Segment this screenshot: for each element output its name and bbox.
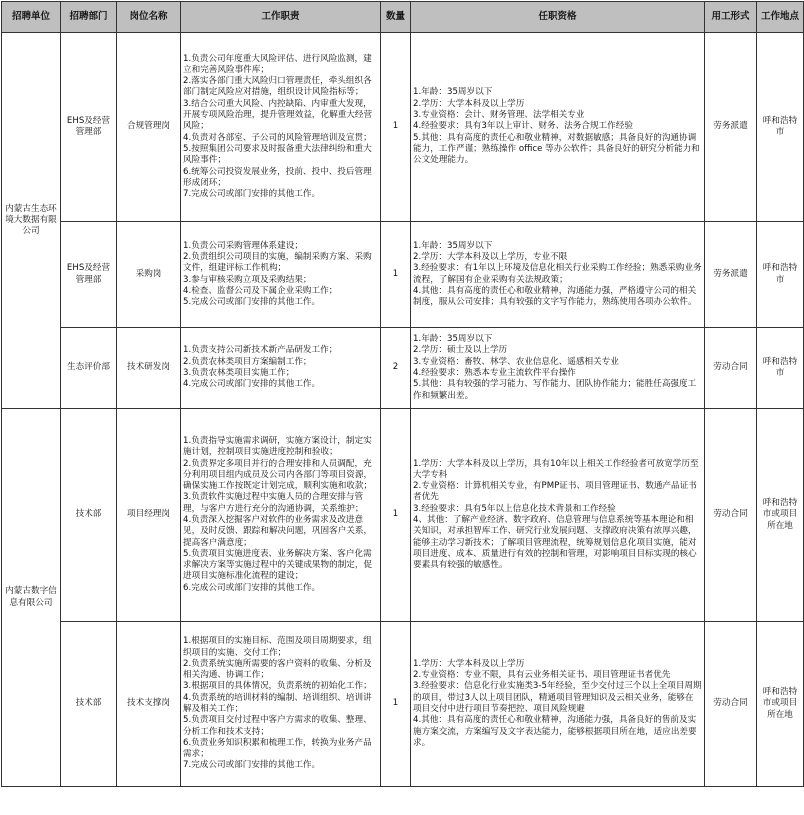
duty-item: 7.完成公司或部门安排的其他工作。 <box>183 760 321 771</box>
duty-item: 2.负责系统实施所需要的客户资料的收集、分析及相关沟通、协调工作； <box>183 658 372 681</box>
recruiting-unit: 内蒙古生态环境大数据有限公司 <box>2 33 61 409</box>
header-post: 岗位名称 <box>117 2 181 33</box>
duty-item: 6.完成公司或部门安排的其他工作。 <box>183 582 321 593</box>
table-row <box>2 328 804 409</box>
requirement-item: 1.年龄：35周岁以下 <box>413 240 493 251</box>
duty-item: 4.负责对各部室、子公司的风险管理培训及宣贯； <box>183 132 372 143</box>
post-name: 技术研发岗 <box>117 328 181 409</box>
requirement-item: 1.学历：大学本科及以上学历，具有10年以上相关工作经验者可放宽学历至大学专科 <box>413 458 699 480</box>
duty-item: 5.负责项目实施进度表、业务解决方案、客户化需求解决方案等实施过程中的关键成果物的制定，促进项目实施标准化流程的建设； <box>183 548 373 582</box>
requirement-item: 2.学历：大学本科及以上学历 <box>413 98 525 109</box>
requirements-cell <box>411 622 705 787</box>
header-location: 工作地点 <box>757 2 804 33</box>
requirement-item: 2.学历：大学本科及以上学历，专业不限 <box>413 251 568 262</box>
requirement-item: 1.年龄：35周岁以下 <box>413 87 493 98</box>
duty-item: 3.负责农林类项目实施工作； <box>183 368 295 378</box>
header-employment: 用工形式 <box>705 2 757 33</box>
requirement-item: 4.经验要求：具有3年以上审计、财务、法务合规工作经验 <box>413 121 633 132</box>
requirement-item: 2.学历：硕士及以上学历 <box>413 345 508 356</box>
work-location: 呼和浩特市或项目所在地 <box>757 409 804 622</box>
duties-cell <box>181 622 381 787</box>
department: 技术部 <box>61 409 117 622</box>
work-location: 呼和浩特市 <box>757 33 804 222</box>
employment-type: 劳务派遣 <box>705 222 757 328</box>
requirements-cell <box>411 33 705 222</box>
duty-item: 1.负责公司年度重大风险评估、进行风险监测，建立和完善风险事件库； <box>183 53 372 75</box>
post-name: 技术支撑岗 <box>117 622 181 787</box>
department: 技术部 <box>61 622 117 787</box>
duty-item: 4.完成公司或部门安排的其他工作。 <box>183 379 321 390</box>
duty-item: 1.负责支持公司新技术新产品研发工作； <box>183 345 338 356</box>
requirement-item: 3.经验要求：信息化行业实施类3-5年经验，至少交付过三个以上全项目周期的项目，带过3人以上项目团队，精通项目管理知识及云相关业务，能够在项目交付中进行项目节奏把控、项目风险规避 <box>413 681 702 714</box>
requirement-item: 4、其他：了解产业经济、数字政府、信息管理与信息系统等基本理论和相关知识，对承担智库工作、研究行业发展问题、支撑政府决策有浓厚兴趣，能够主动学习新技术；了解项目管理流程，统筹规划信息化项目实施，能对项目进度、成本、质量进行有效的控制和管理，对影响项目目标实现的核心要素具有较强的敏感性。 <box>413 515 697 571</box>
duty-item: 5.按照集团公司要求及时报备重大法律纠纷和重大风险事件； <box>183 143 372 166</box>
requirements-cell <box>411 409 705 622</box>
headcount: 1 <box>381 622 411 787</box>
work-location: 呼和浩特市 <box>757 328 804 409</box>
duties-cell <box>181 409 381 622</box>
duty-item: 2.负责组织公司项目的实施，编制采购方案、采购文件，组建评标工作机构； <box>183 251 372 274</box>
duties-cell <box>181 222 381 328</box>
department: EHS及经营管理部 <box>61 222 117 328</box>
employment-type: 劳动合同 <box>705 622 757 787</box>
requirement-item: 4.经验要求：熟悉本专业主流软件平台操作 <box>413 368 576 378</box>
header-requirements: 任职资格 <box>411 2 705 33</box>
header-count: 数量 <box>381 2 411 33</box>
table-row <box>2 409 804 622</box>
post-name: 项目经理岗 <box>117 409 181 622</box>
requirement-item: 3.专业资格：畜牧、林学、农业信息化、遥感相关专业 <box>413 356 619 367</box>
table-row <box>2 222 804 328</box>
post-name: 采购岗 <box>117 222 181 328</box>
headcount: 2 <box>381 328 411 409</box>
duty-item: 7.完成公司或部门安排的其他工作。 <box>183 189 321 200</box>
header-unit: 招聘单位 <box>2 2 61 33</box>
table-row <box>2 33 804 222</box>
duty-item: 3.结合公司重大风险、内控缺陷、内审重大发现，开展专项风险治理，提升管理效益，化解重大经营风险； <box>183 98 373 132</box>
requirement-item: 3.经验要求：具有5年以上信息化技术背景和工作经验 <box>413 503 616 514</box>
requirements-cell <box>411 222 705 328</box>
recruiting-unit: 内蒙古数字信息有限公司 <box>2 409 61 787</box>
requirement-item: 1.学历：大学本科及以上学历 <box>413 658 525 669</box>
duty-item: 4.负责深入挖掘客户对软件的业务需求及改进意见，及时反馈、跟踪和解决问题，巩固客户关系，提高客户满意度； <box>183 515 373 548</box>
header-department: 招聘部门 <box>61 2 117 33</box>
employment-type: 劳动合同 <box>705 328 757 409</box>
header-row <box>2 2 804 33</box>
requirement-item: 3.经验要求：有1年以上环境及信息化相关行业采购工作经验；熟悉采购业务流程，了解国有企业采购有关法规政策； <box>413 263 702 285</box>
duty-item: 6.负责业务知识积累和梳理工作，转换为业务产品需求； <box>183 737 372 760</box>
duties-cell <box>181 328 381 409</box>
headcount: 1 <box>381 409 411 622</box>
post-name: 合规管理岗 <box>117 33 181 222</box>
duty-item: 4.负责系统的培训材料的编制、培训组织、培训讲解及相关工作； <box>183 692 372 714</box>
duties-cell <box>181 33 381 222</box>
employment-type: 劳动合同 <box>705 409 757 622</box>
requirement-item: 5.其他：具有高度的责任心和敬业精神，对数据敏感；具备良好的沟通协调能力，工作严谨；熟练操作 office 等办公软件；具备良好的研究分析能力和公文处理能力。 <box>413 132 700 166</box>
duty-item: 1.根据项目的实施目标、范围及项目周期要求，组织项目的实施、交付工作； <box>183 636 372 658</box>
recruitment-table <box>1 1 804 787</box>
duty-item: 4.检查、监督公司及下属企业采购工作； <box>183 285 338 296</box>
duty-item: 6.统筹公司投资发展业务，投前、投中、投后管理形成闭环； <box>183 166 372 188</box>
department: 生态评价部 <box>61 328 117 409</box>
duty-item: 3.参与审核采购立项及采购结果； <box>183 274 312 285</box>
requirement-item: 1.年龄：35周岁以下 <box>413 334 493 345</box>
requirement-item: 2.专业资格：专业不限，具有云业务相关证书、项目管理证书者优先 <box>413 670 671 681</box>
duty-item: 5.负责项目交付过程中客户方需求的收集、整理、分析工作和技术支持； <box>183 715 372 737</box>
work-location: 呼和浩特市 <box>757 222 804 328</box>
header-duties: 工作职责 <box>181 2 381 33</box>
requirement-item: 4.其他：具有高度的责任心和敬业精神，沟通能力强，具备良好的售前及实施方案交流，方案编写及文字表达能力，能够根据项目所在地，适应出差要求。 <box>413 715 697 748</box>
duty-item: 2.落实各部门重大风险归口管理责任，牵头组织各部门制定风险应对措施，组织设计风险指标等； <box>183 76 372 98</box>
duty-item: 3.负责软件实施过程中实施人员的合理安排与管理，与客户方进行充分的沟通协调，关系维护； <box>183 492 364 514</box>
headcount: 1 <box>381 222 411 328</box>
work-location: 呼和浩特市或项目所在地 <box>757 622 804 787</box>
requirements-cell <box>411 328 705 409</box>
requirement-item: 2.专业资格：计算机相关专业，有PMP证书、项目管理证书、数通产品证书者优先 <box>413 481 697 503</box>
requirement-item: 5.其他：具有较强的学习能力、写作能力、团队协作能力；能胜任高强度工作和频繁出差。 <box>413 379 697 401</box>
table-row <box>2 622 804 787</box>
duty-item: 2.负责界定多项目并行的合理安排和人员调配，充分利用项目组内成员及公司内各部门等项目资源，确保实施工作按既定计划完成，顺利实施和收款； <box>183 458 373 492</box>
duty-item: 1.负责公司采购管理体系建设； <box>183 240 303 251</box>
duty-item: 2.负责农林类项目方案编制工作； <box>183 356 312 367</box>
employment-type: 劳务派遣 <box>705 33 757 222</box>
duty-item: 5.完成公司或部门安排的其他工作。 <box>183 297 321 308</box>
duty-item: 3.根据项目的具体情况，负责系统的初始化工作； <box>183 681 372 692</box>
requirement-item: 4.其他：具有高度的责任心和敬业精神，沟通能力强，严格遵守公司的相关制度，服从公司安排；具有较强的文字写作能力，熟练使用各项办公软件。 <box>413 285 697 308</box>
department: EHS及经营管理部 <box>61 33 117 222</box>
requirement-item: 3.专业资格：会计、财务管理、法学相关专业 <box>413 110 585 121</box>
duty-item: 1.负责指导实施需求调研，实施方案设计，制定实施计划，控制项目实施进度控制和验收； <box>183 435 372 458</box>
headcount: 1 <box>381 33 411 222</box>
